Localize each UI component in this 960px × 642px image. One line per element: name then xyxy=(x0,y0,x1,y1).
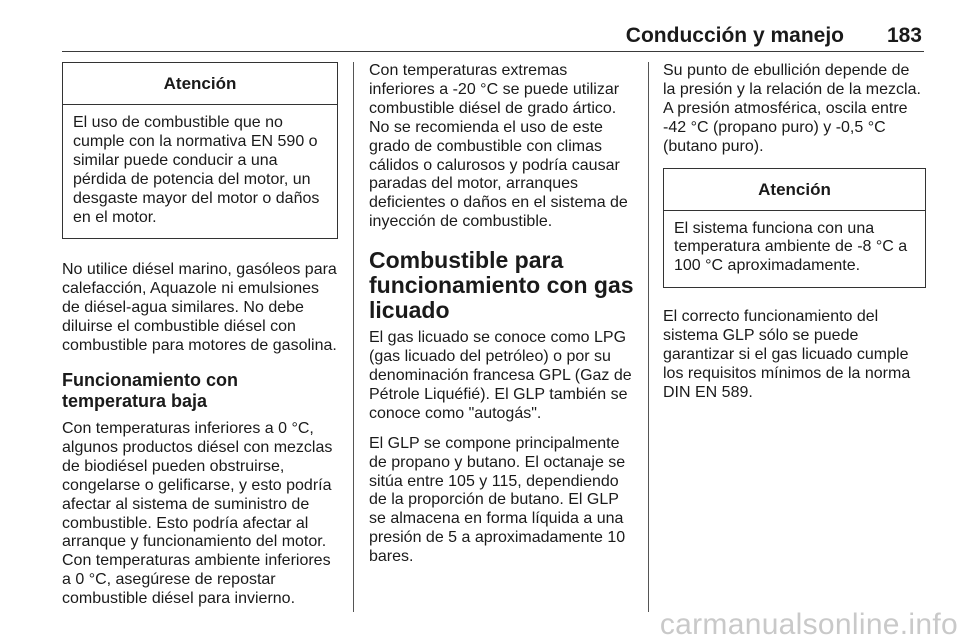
paragraph: Su punto de ebullición depende de la presión y la relación de la mezcla. A presión atmosférica, oscila entre -42 °C (propano puro) y -0,5 °C (butano puro). xyxy=(663,62,921,155)
paragraph: El GLP se compone principalmente de propano y butano. El octanaje se sitúa entre 105 y 115, dependiendo de la proporción de butano. El GLP se almacena en forma líquida a una presión de 5 a aproximadamente 10 bares. xyxy=(369,434,626,566)
attention-text: El sistema funciona con una temperatura ambiente de -8 °C a 100 °C aproximadamente. xyxy=(674,219,908,275)
column-right xyxy=(663,62,926,414)
paragraph: Con temperaturas inferiores a 0 °C, algunos productos diésel con mezclas de biodiésel pueden obstruirse, congelarse o gelificarse, y esto podría afectar al sistema de suministro de combustible. Esto podría afectar al arranque y funcionamiento del motor. Con temperaturas ambiente inferiores a 0 °C, asegúrese de repostar combustible diésel para invierno. xyxy=(62,419,333,608)
section-heading: Funcionamiento con temperatura baja xyxy=(62,369,239,411)
section-title: Conducción y manejo xyxy=(625,24,844,47)
attention-title: Atención xyxy=(664,169,925,211)
watermark: carmanualsonline.info xyxy=(659,608,958,641)
paragraph: El gas licuado se conoce como LPG (gas licuado del petróleo) o por su denominación francesa GPL (Gaz de Pétrole Liquéfié). El GLP también se conoce como "autogás". xyxy=(369,329,632,422)
page-header xyxy=(62,22,924,54)
section-heading: Combustible para funcionamiento con gas licuado xyxy=(369,247,634,324)
header-rule xyxy=(62,51,924,52)
attention-title: Atención xyxy=(63,63,337,105)
attention-box xyxy=(62,62,338,239)
column-divider xyxy=(353,62,354,612)
attention-box xyxy=(663,168,926,289)
page-number: 183 xyxy=(886,24,922,47)
paragraph: No utilice diésel marino, gasóleos para calefacción, Aquazole ni emulsiones de diésel-agua similares. No debe diluirse el combustible diésel con combustible para motores de gasolina. xyxy=(62,261,337,355)
attention-text: El uso de combustible que no cumple con la normativa EN 590 o similar puede conducir a una pérdida de potencia del motor, un desgaste mayor del motor o daños en el motor. xyxy=(73,114,320,226)
column-left xyxy=(62,62,338,620)
paragraph: El correcto funcionamiento del sistema GLP sólo se puede garantizar si el gas licuado cumple los requisitos mínimos de la norma DIN EN 589. xyxy=(663,308,911,401)
column-divider xyxy=(648,62,649,612)
paragraph: Con temperaturas extremas inferiores a -20 °C se puede utilizar combustible diésel de grado ártico. No se recomienda el uso de este grado de combustible con climas cálidos o calurosos y podría causar paradas del motor, arranques deficientes o daños en el sistema de inyección de combustible. xyxy=(369,62,628,231)
column-middle xyxy=(369,62,635,578)
